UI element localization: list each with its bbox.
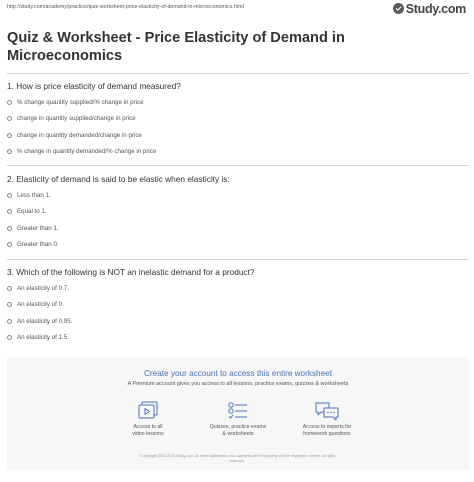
radio-bullet-icon[interactable] bbox=[7, 100, 12, 105]
radio-bullet-icon[interactable] bbox=[7, 319, 12, 324]
feature-quizzes bbox=[198, 401, 278, 437]
question-text: 3. Which of the following is NOT an inelastic demand for a product? bbox=[7, 267, 255, 277]
answer-option[interactable] bbox=[7, 115, 136, 122]
feature-experts bbox=[287, 401, 367, 437]
question-text: 1. How is price elasticity of demand measured? bbox=[7, 81, 181, 91]
study-logo[interactable] bbox=[393, 2, 466, 15]
divider bbox=[7, 259, 469, 260]
question-2 bbox=[7, 174, 467, 248]
answer-option[interactable] bbox=[7, 225, 59, 232]
answer-option[interactable] bbox=[7, 148, 156, 155]
radio-bullet-icon[interactable] bbox=[7, 193, 12, 198]
answer-option-label: An elasticity of 0.95. bbox=[17, 318, 73, 325]
promo-title[interactable]: Create your account to access this entire worksheet bbox=[144, 369, 332, 378]
feature-video-lessons bbox=[108, 401, 188, 437]
answer-option[interactable] bbox=[7, 192, 51, 199]
feature-label: Access to experts for homework questions bbox=[302, 424, 352, 437]
answer-option-label: An elasticity of 0. bbox=[17, 301, 64, 308]
divider bbox=[7, 165, 469, 166]
page-header bbox=[0, 0, 474, 16]
answer-option-label: Equal to 1. bbox=[17, 208, 47, 215]
expert-chat-icon bbox=[314, 401, 340, 421]
radio-bullet-icon[interactable] bbox=[7, 335, 12, 340]
radio-bullet-icon[interactable] bbox=[7, 302, 12, 307]
feature-label: Access to all video lessons bbox=[132, 424, 164, 437]
quiz-checklist-icon bbox=[226, 401, 250, 421]
radio-bullet-icon[interactable] bbox=[7, 209, 12, 214]
question-1 bbox=[7, 81, 467, 155]
answer-option[interactable] bbox=[7, 334, 69, 341]
radio-bullet-icon[interactable] bbox=[7, 149, 12, 154]
premium-promo bbox=[7, 357, 469, 470]
answer-option-label: Less than 1. bbox=[17, 192, 51, 199]
answer-option[interactable] bbox=[7, 301, 64, 308]
question-3 bbox=[7, 267, 467, 341]
answer-option-label: % change in quantity demanded/% change in price bbox=[17, 148, 157, 155]
answer-option[interactable] bbox=[7, 132, 142, 139]
radio-bullet-icon[interactable] bbox=[7, 242, 12, 247]
answer-option-label: % change quantity supplied/% change in price bbox=[17, 99, 144, 106]
answer-option[interactable] bbox=[7, 99, 144, 106]
answer-option[interactable] bbox=[7, 318, 72, 325]
radio-bullet-icon[interactable] bbox=[7, 133, 12, 138]
promo-subtitle: A Premium account gives you access to all lessons, practice exams, quizzes & worksheets bbox=[127, 381, 349, 387]
divider bbox=[7, 73, 469, 74]
study-logo-text: Study.com bbox=[405, 1, 466, 16]
answer-option[interactable] bbox=[7, 285, 69, 292]
question-text: 2. Elasticity of demand is said to be elastic when elasticity is: bbox=[7, 174, 230, 184]
video-lesson-icon bbox=[137, 401, 159, 421]
answer-option[interactable] bbox=[7, 241, 59, 248]
answer-option-label: An elasticity of 0.7. bbox=[17, 285, 69, 292]
page-url: http://study.com/academy/practice/quiz-worksheet-price-elasticity-of-demand-in-microeconomics.html bbox=[7, 4, 244, 10]
radio-bullet-icon[interactable] bbox=[7, 286, 12, 291]
radio-bullet-icon[interactable] bbox=[7, 226, 12, 231]
copyright-notice: © copyright 2003-2020 Study.com. All other trademarks and copyrights are the property of their respective owners. All rights reserved. bbox=[138, 454, 336, 463]
answer-option-label: Greater than 0. bbox=[17, 241, 59, 248]
answer-option-label: change in quantity demanded/change in price bbox=[17, 132, 142, 139]
answer-option[interactable] bbox=[7, 208, 47, 215]
page-title: Quiz & Worksheet - Price Elasticity of Demand in Microeconomics bbox=[7, 30, 345, 64]
answer-option-label: change in quantity supplied/change in price bbox=[17, 115, 136, 122]
feature-label: Quizzes, practice exams & worksheets bbox=[209, 424, 267, 437]
radio-bullet-icon[interactable] bbox=[7, 116, 12, 121]
study-logo-icon bbox=[393, 3, 404, 14]
answer-option-label: Greater than 1. bbox=[17, 225, 59, 232]
answer-option-label: An elasticity of 1.5. bbox=[17, 334, 69, 341]
